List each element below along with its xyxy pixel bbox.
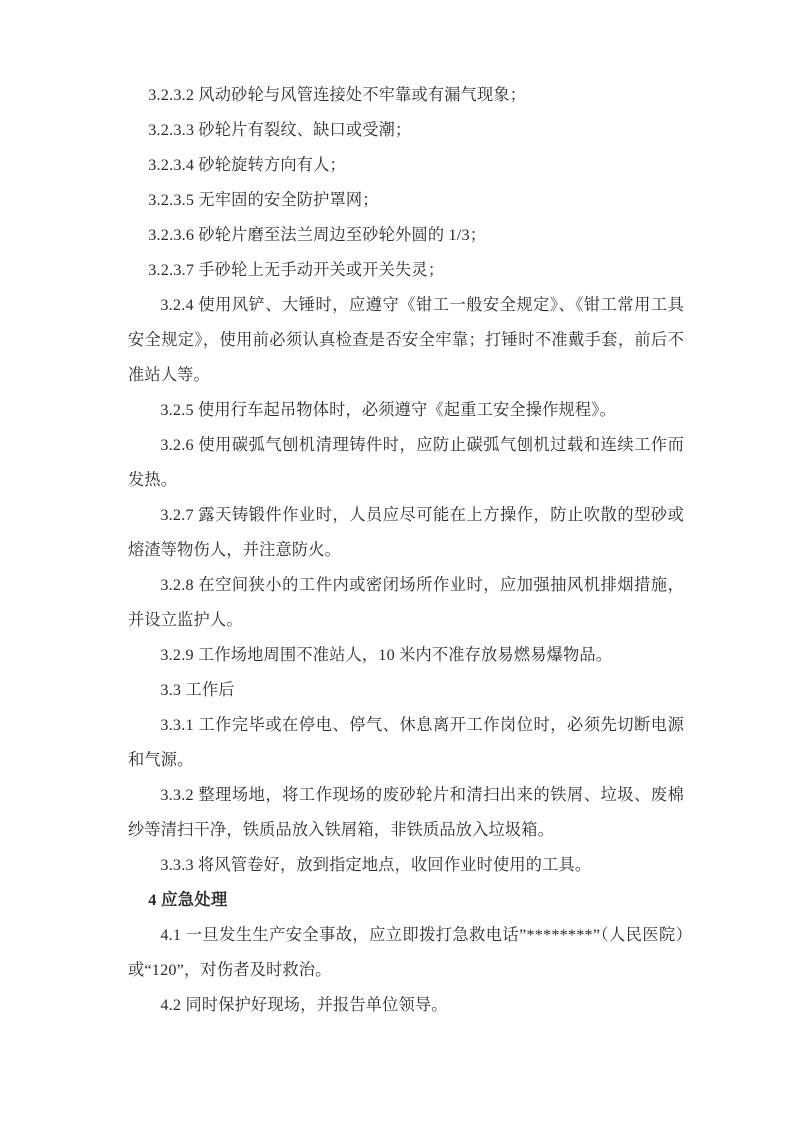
document-paragraph: 3.2.6 使用碳弧气刨机清理铸件时，应防止碳弧气刨机过载和连续工作而发热。 — [128, 436, 684, 489]
document-body — [128, 78, 684, 1023]
document-paragraph: 3.2.3.4 砂轮旋转方向有人； — [148, 156, 346, 174]
document-paragraph: 3.3.3 将风管卷好，放到指定地点，收回作业时使用的工具。 — [160, 856, 592, 874]
document-paragraph: 3.2.4 使用风铲、大锤时，应遵守《钳工一般安全规定》、《钳工常用工具安全规定》，使用前必须认真检查是否安全牢靠；打锤时不准戴手套，前后不准站人等。 — [128, 296, 684, 384]
document-paragraph: 3.3.1 工作完毕或在停电、停气、休息离开工作岗位时，必须先切断电源和气源。 — [128, 716, 684, 769]
document-paragraph: 3.2.3.6 砂轮片磨至法兰周边至砂轮外圆的 1/3； — [148, 226, 487, 244]
document-paragraph: 3.3 工作后 — [160, 681, 235, 699]
document-paragraph: 3.2.3.2 风动砂轮与风管连接处不牢靠或有漏气现象； — [148, 86, 527, 104]
document-paragraph: 3.2.3.7 手砂轮上无手动开关或开关失灵； — [148, 261, 445, 279]
document-paragraph: 3.3.2 整理场地，将工作现场的废砂轮片和清扫出来的铁屑、垃圾、废棉纱等清扫干净，铁质品放入铁屑箱，非铁质品放入垃圾箱。 — [128, 786, 684, 839]
document-paragraph: 3.2.7 露天铸锻件作业时，人员应尽可能在上方操作，防止吹散的型砂或熔渣等物伤人，并注意防火。 — [128, 506, 684, 559]
document-paragraph: 4.1 一旦发生生产安全事故，应立即拨打急救电话”********”（人民医院）或“120”，对伤者及时救治。 — [128, 926, 684, 979]
document-paragraph: 3.2.5 使用行车起吊物体时，必须遵守《起重工安全操作规程》。 — [160, 401, 616, 419]
document-paragraph: 3.2.3.5 无牢固的安全防护罩网； — [148, 191, 379, 209]
document-paragraph: 3.2.9 工作场地周围不准站人，10 米内不准存放易燃易爆物品。 — [160, 646, 613, 664]
document-paragraph: 4.2 同时保护好现场，并报告单位领导。 — [160, 996, 448, 1014]
document-paragraph: 3.2.8 在空间狭小的工件内或密闭场所作业时，应加强抽风机排烟措施，并设立监护人。 — [128, 576, 684, 629]
section-heading: 4 应急处理 — [148, 891, 228, 909]
document-paragraph: 3.2.3.3 砂轮片有裂纹、缺口或受潮； — [148, 121, 412, 139]
